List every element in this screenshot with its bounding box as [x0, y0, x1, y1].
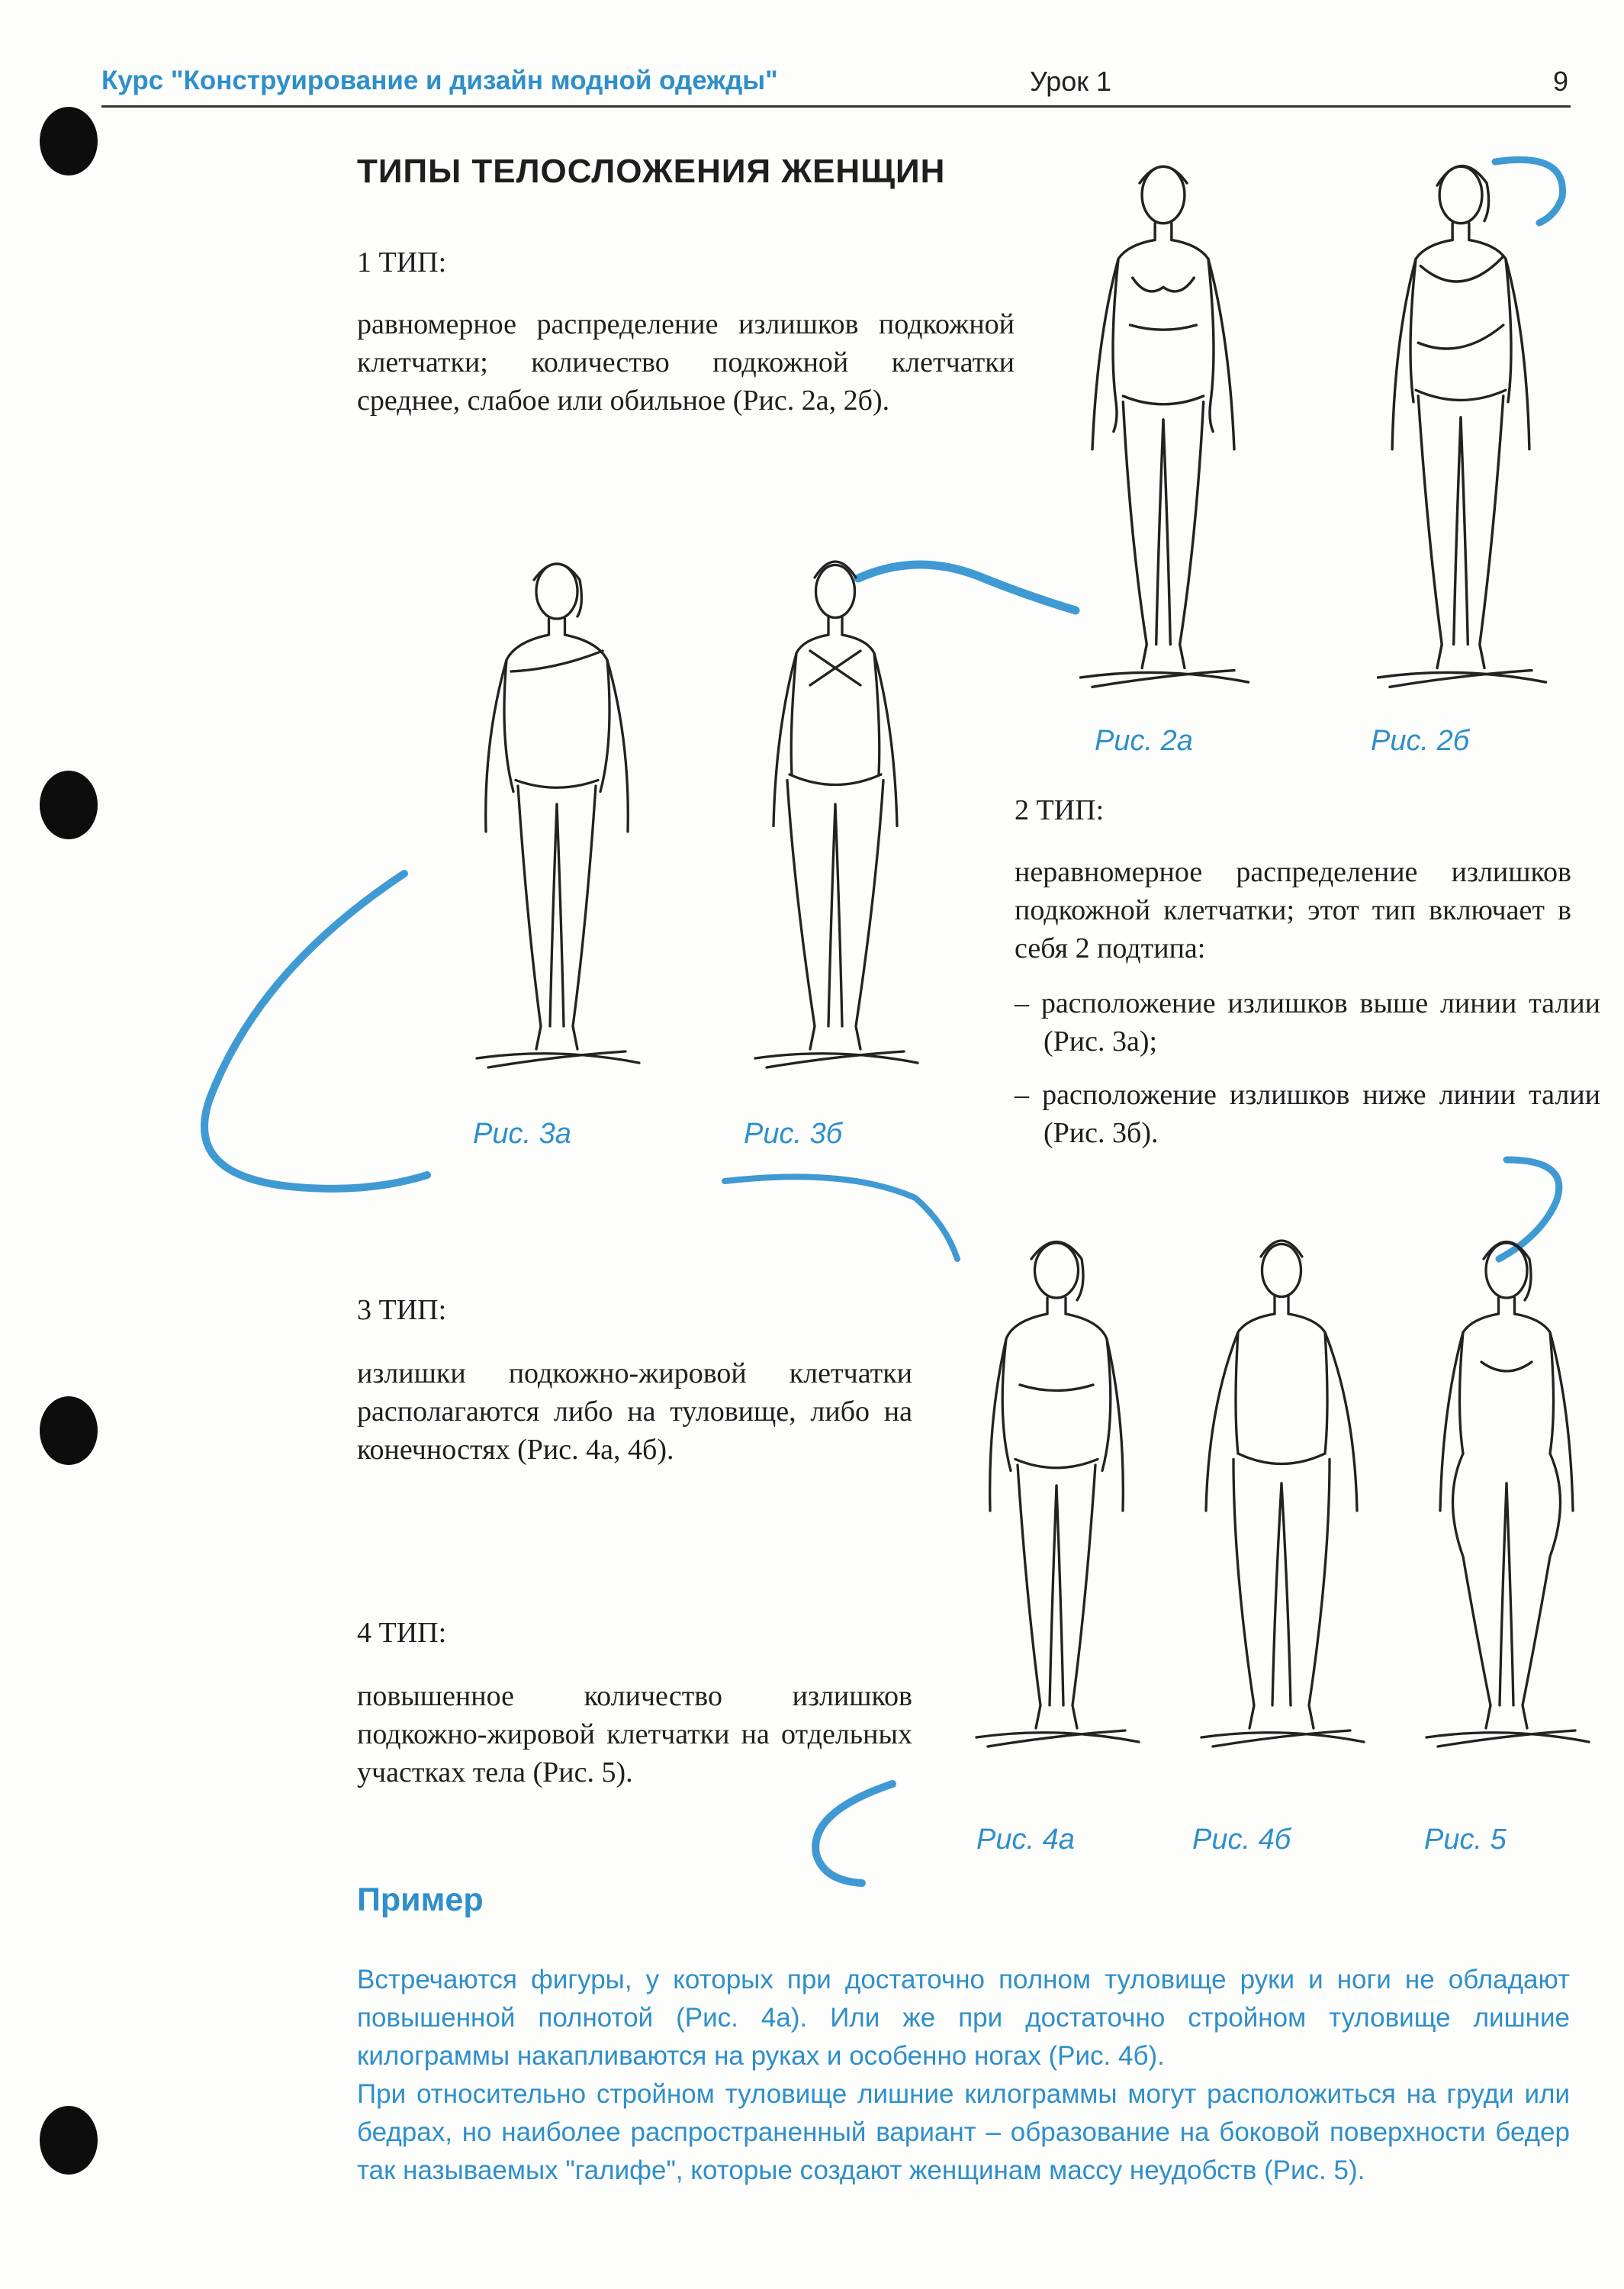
figure-5-illustration: [1392, 1213, 1621, 1763]
type2-heading: 2 ТИП:: [1015, 794, 1105, 826]
type4-heading: 4 ТИП:: [357, 1617, 447, 1649]
type1-text: равномерное распределение излишков подкожной клетчатки; количество подкожной клетчатки среднее, слабое или обильное (Рис. 2а, 2б).: [357, 308, 1015, 417]
type1-heading: 1 ТИП:: [357, 246, 447, 278]
example-heading: Пример: [357, 1882, 484, 1918]
swirl-bottom: [815, 1784, 892, 1883]
caption-fig-3b: Рис. 3б: [744, 1118, 843, 1150]
caption-fig-3a: Рис. 3а: [473, 1118, 571, 1150]
figure-2a-illustration: [1045, 145, 1282, 694]
type3-text: излишки подкожно-жировой клетчатки располагаются либо на туловище, либо на конечностях (Рис. 4а, 4б).: [357, 1357, 912, 1466]
type2-item-below-waist: – расположение излишков ниже линии талии (Рис. 3б).: [1015, 1079, 1600, 1149]
header-rule: [101, 105, 1571, 108]
swirl-left-loop: [204, 874, 427, 1189]
binder-hole: [40, 107, 98, 175]
caption-fig-4a: Рис. 4а: [976, 1824, 1075, 1856]
example-body: [357, 1961, 1570, 2190]
figure-3b-illustration: [721, 534, 950, 1083]
example-paragraph: Встречаются фигуры, у которых при достаточно полном туловище руки и ноги не обладают повышенной полнотой (Рис. 4а). Или же при достаточно стройном туловище лишние килограммы накапливаются на руках и особенно ногах (Рис. 4б).: [357, 1965, 1570, 2071]
type2-item-above-waist: – расположение излишков выше линии талии (Рис. 3а);: [1015, 987, 1600, 1058]
caption-fig-2b: Рис. 2б: [1371, 725, 1470, 757]
caption-fig-5: Рис. 5: [1424, 1824, 1507, 1856]
type4-text: повышенное количество излишков подкожно-жировой клетчатки на отдельных участках тела (Рис. 5).: [357, 1680, 912, 1788]
example-paragraph: При относительно стройном туловище лишние килограммы могут расположиться на груди или бедрах, но наиболее распространенный вариант – образование на боковой поверхности бедер так называемых "галифе", которые создают женщинам массу неудобств (Рис. 5).: [357, 2079, 1570, 2185]
figure-3a-illustration: [442, 534, 671, 1083]
swirl-lower-middle: [725, 1177, 957, 1259]
binder-hole: [40, 771, 98, 839]
course-title: Курс "Конструирование и дизайн модной одежды": [101, 66, 778, 95]
binder-hole: [40, 1396, 98, 1465]
figure-4b-illustration: [1167, 1213, 1396, 1763]
caption-fig-4b: Рис. 4б: [1192, 1824, 1291, 1856]
type2-text: неравномерное распределение излишков подкожной клетчатки; этот тип включает в себя 2 подтипа:: [1015, 856, 1571, 964]
page-number: 9: [1553, 66, 1569, 97]
figure-2b-illustration: [1343, 145, 1579, 694]
page-title: ТИПЫ ТЕЛОСЛОЖЕНИЯ ЖЕНЩИН: [357, 153, 946, 190]
binder-hole: [40, 2106, 98, 2175]
type3-heading: 3 ТИП:: [357, 1294, 447, 1326]
lesson-label: Урок 1: [1030, 66, 1112, 97]
figure-4a-illustration: [942, 1213, 1171, 1763]
caption-fig-2a: Рис. 2а: [1095, 725, 1193, 757]
